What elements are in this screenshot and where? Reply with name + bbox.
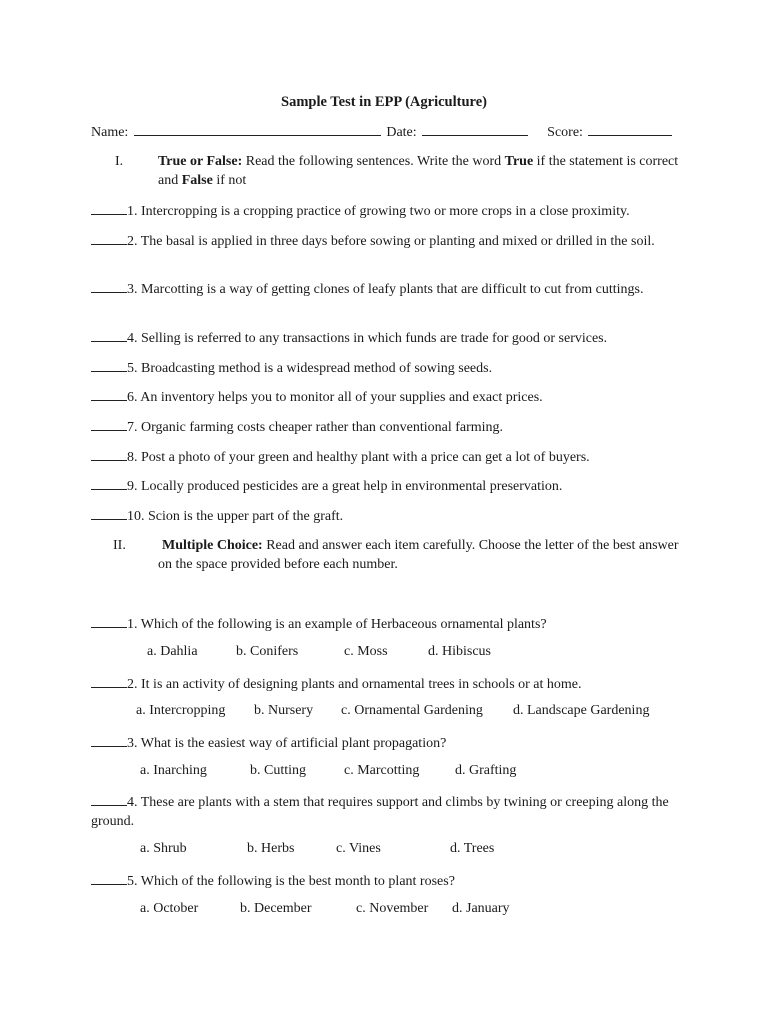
tf-item: [91, 476, 681, 496]
section-instructions: [158, 152, 688, 190]
answer-blank[interactable]: [91, 871, 127, 885]
mc-question-text: 4. These are plants with a stem that requires support and climbs by twining or creeping along the ground.: [91, 795, 669, 829]
instruction-text: Read the following sentences. Write the word: [242, 154, 505, 169]
tf-statement: 8. Post a photo of your green and healthy plant with a price can get a lot of buyers.: [127, 450, 590, 465]
choice-d[interactable]: d. Grafting: [455, 763, 517, 778]
tf-statement: 10. Scion is the upper part of the graft.: [127, 509, 344, 524]
answer-blank[interactable]: [91, 387, 127, 401]
tf-item: [91, 417, 681, 437]
tf-item: [91, 447, 681, 467]
choice-b[interactable]: b. Nursery: [254, 703, 314, 718]
choice-a[interactable]: a. October: [140, 901, 199, 916]
mc-question: [91, 614, 681, 634]
instruction-text: Read and answer each item carefully. Choose the letter of the best answer on the space provided before each number.: [158, 538, 679, 572]
choice-d[interactable]: d. Hibiscus: [428, 644, 491, 659]
section-number: I.: [115, 154, 124, 169]
choice-c[interactable]: c. Ornamental Gardening: [341, 703, 483, 718]
name-field[interactable]: [134, 122, 381, 136]
date-field[interactable]: [422, 122, 528, 136]
instruction-text: if the statement is correct and: [158, 154, 679, 188]
false-keyword: False: [181, 173, 213, 188]
section-number: II.: [113, 538, 126, 553]
tf-statement: 9. Locally produced pesticides are a great help in environmental preservation.: [127, 479, 563, 494]
answer-blank[interactable]: [91, 358, 127, 372]
tf-item: [91, 201, 681, 221]
mc-question-text: 3. What is the easiest way of artificial plant propagation?: [127, 736, 447, 751]
score-field[interactable]: [588, 122, 672, 136]
instruction-text: if not: [212, 173, 247, 188]
answer-blank[interactable]: [91, 417, 127, 431]
choice-b[interactable]: b. December: [240, 901, 312, 916]
choice-a[interactable]: a. Dahlia: [147, 644, 198, 659]
tf-statement: 3. Marcotting is a way of getting clones of leafy plants that are difficult to cut from cuttings.: [127, 282, 644, 297]
section-title: True or False:: [158, 154, 243, 169]
mc-question: [91, 792, 681, 831]
choice-d[interactable]: d. January: [452, 901, 510, 916]
tf-statement: 5. Broadcasting method is a widespread method of sowing seeds.: [127, 361, 493, 376]
mc-question-text: 1. Which of the following is an example of Herbaceous ornamental plants?: [127, 617, 547, 632]
mc-question: [91, 674, 681, 694]
choice-c[interactable]: c. Vines: [336, 841, 381, 856]
tf-item: [91, 506, 681, 526]
choice-c[interactable]: c. November: [356, 901, 429, 916]
choice-b[interactable]: b. Herbs: [247, 841, 295, 856]
answer-blank[interactable]: [91, 447, 127, 461]
answer-blank[interactable]: [91, 614, 127, 628]
choice-c[interactable]: c. Marcotting: [344, 763, 420, 778]
tf-statement: 4. Selling is referred to any transactions in which funds are trade for good or services.: [127, 331, 608, 346]
answer-blank[interactable]: [91, 476, 127, 490]
choice-d[interactable]: d. Landscape Gardening: [513, 703, 650, 718]
choice-b[interactable]: b. Cutting: [250, 763, 307, 778]
choice-a[interactable]: a. Shrub: [140, 841, 187, 856]
tf-item: [91, 328, 681, 348]
tf-statement: 1. Intercropping is a cropping practice of growing two or more crops in a close proximity.: [127, 204, 630, 219]
mc-question-text: 2. It is an activity of designing plants and ornamental trees in schools or at home.: [127, 677, 582, 692]
answer-blank[interactable]: [91, 231, 127, 245]
tf-statement: 2. The basal is applied in three days before sowing or planting and mixed or drilled in the soil.: [127, 234, 655, 249]
answer-blank[interactable]: [91, 201, 127, 215]
tf-item: [91, 279, 681, 299]
section-true-false-heading: [91, 152, 691, 192]
page-title: Sample Test in EPP (Agriculture): [281, 94, 487, 110]
section-instructions: [158, 536, 688, 574]
answer-blank[interactable]: [91, 733, 127, 747]
answer-blank[interactable]: [91, 674, 127, 688]
answer-blank[interactable]: [91, 328, 127, 342]
name-label: Name:: [91, 125, 129, 140]
choice-c[interactable]: c. Moss: [344, 644, 388, 659]
student-info-line: [91, 122, 674, 141]
tf-statement: 7. Organic farming costs cheaper rather than conventional farming.: [127, 420, 504, 435]
mc-question: [91, 733, 681, 753]
tf-statement: 6. An inventory helps you to monitor all of your supplies and exact prices.: [127, 390, 543, 405]
score-label: Score:: [547, 125, 583, 140]
answer-blank[interactable]: [91, 792, 127, 806]
choice-b[interactable]: b. Conifers: [236, 644, 299, 659]
date-label: Date:: [386, 125, 417, 140]
mc-question-text: 5. Which of the following is the best month to plant roses?: [127, 874, 455, 889]
choice-a[interactable]: a. Inarching: [140, 763, 207, 778]
tf-item: [91, 231, 681, 251]
answer-blank[interactable]: [91, 506, 127, 520]
mc-question: [91, 871, 681, 891]
choice-a[interactable]: a. Intercropping: [136, 703, 226, 718]
true-keyword: True: [504, 154, 534, 169]
tf-item: [91, 358, 681, 378]
tf-item: [91, 387, 681, 407]
section-title: Multiple Choice:: [162, 538, 263, 553]
answer-blank[interactable]: [91, 279, 127, 293]
section-multiple-choice-heading: [91, 536, 691, 576]
choice-d[interactable]: d. Trees: [450, 841, 495, 856]
